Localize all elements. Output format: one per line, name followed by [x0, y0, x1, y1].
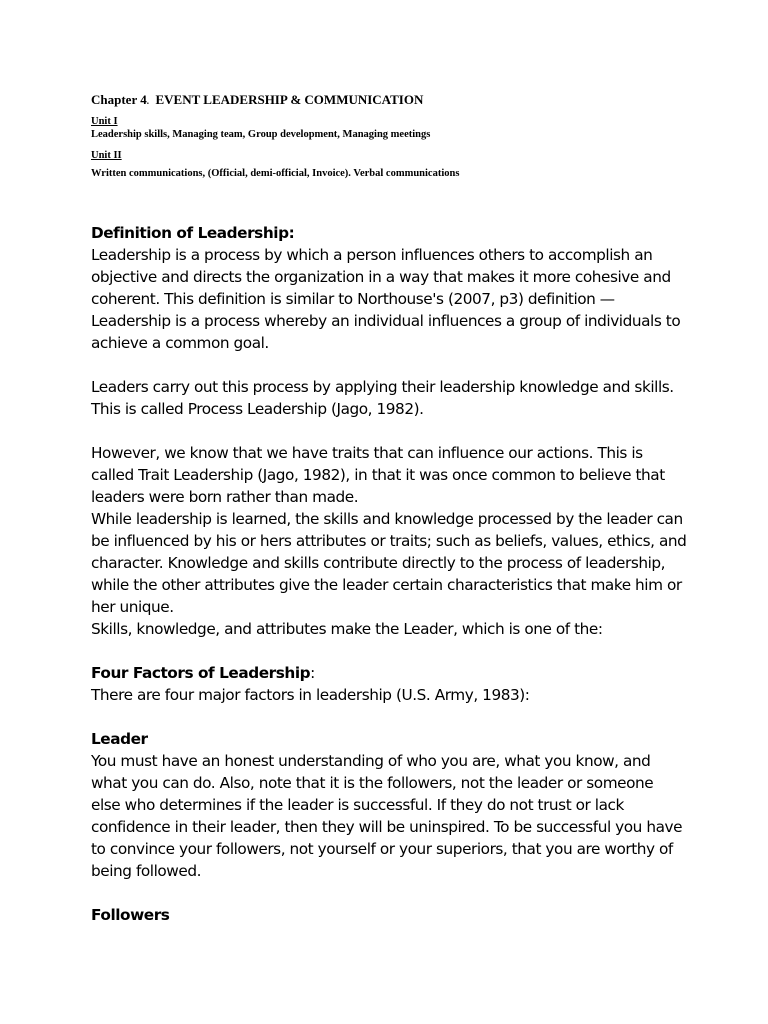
document-body [91, 222, 691, 926]
process-leadership-paragraph [91, 376, 691, 420]
unit-2-label: Unit II [91, 150, 122, 161]
paragraph-line: This is called Process Leadership (Jago, 1982). [91, 400, 424, 418]
definition-line: Leadership is a process by which a person influences others to accomplish an [91, 246, 653, 264]
leader-heading: Leader [91, 730, 148, 748]
chapter-separator: . [146, 96, 149, 106]
four-factors-heading-colon: : [310, 664, 315, 682]
unit-2-description: Written communications, (Official, demi-official, Invoice). Verbal communications [91, 168, 460, 179]
paragraph-line: else who determines if the leader is successful. If they do not trust or lack [91, 796, 624, 814]
paragraph-line: called Trait Leadership (Jago, 1982), in that it was once common to believe that [91, 466, 665, 484]
paragraph-gap [91, 354, 691, 376]
definition-line: Leadership is a process whereby an individual influences a group of individuals to [91, 312, 681, 330]
definition-heading: Definition of Leadership: [91, 224, 295, 242]
chapter-title: EVENT LEADERSHIP & COMMUNICATION [155, 92, 424, 107]
paragraph-gap [91, 882, 691, 904]
paragraph-line: what you can do. Also, note that it is the followers, not the leader or someone [91, 774, 654, 792]
document-page [91, 92, 691, 926]
paragraph-line: while the other attributes give the leader certain characteristics that make him or [91, 576, 682, 594]
paragraph-line: However, we know that we have traits that can influence our actions. This is [91, 444, 643, 462]
paragraph-line: confidence in their leader, then they will be uninspired. To be successful you have [91, 818, 683, 836]
definition-line: coherent. This definition is similar to Northouse's (2007, p3) definition — [91, 290, 615, 308]
unit-1-label: Unit I [91, 116, 118, 127]
paragraph-line: be influenced by his or hers attributes or traits; such as beliefs, values, ethics, and [91, 532, 687, 550]
paragraph-gap [91, 640, 691, 662]
paragraph-gap [91, 420, 691, 442]
four-factors-intro: There are four major factors in leadership (U.S. Army, 1983): [91, 686, 530, 704]
chapter-header [91, 92, 691, 180]
four-factors-section [91, 662, 691, 706]
chapter-label: Chapter 4 [91, 92, 147, 107]
four-factors-heading: Four Factors of Leadership [91, 664, 311, 682]
paragraph-line: While leadership is learned, the skills and knowledge processed by the leader can [91, 510, 683, 528]
paragraph-line: leaders were born rather than made. [91, 488, 359, 506]
paragraph-line: to convince your followers, not yourself or your superiors, that you are worthy of [91, 840, 673, 858]
paragraph-line: Leaders carry out this process by applying their leadership knowledge and skills. [91, 378, 674, 396]
paragraph-line: her unique. [91, 598, 174, 616]
paragraph-line: being followed. [91, 862, 201, 880]
chapter-line [91, 92, 691, 109]
leader-section [91, 728, 691, 882]
paragraph-gap [91, 706, 691, 728]
definition-line: achieve a common goal. [91, 334, 269, 352]
paragraph-line: character. Knowledge and skills contribute directly to the process of leadership, [91, 554, 666, 572]
followers-heading: Followers [91, 906, 170, 924]
paragraph-line: Skills, knowledge, and attributes make the Leader, which is one of the: [91, 620, 603, 638]
definition-section [91, 222, 691, 354]
four-factors-heading-line [91, 662, 691, 684]
followers-section [91, 904, 691, 926]
definition-line: objective and directs the organization in a way that makes it more cohesive and [91, 268, 671, 286]
trait-leadership-paragraph [91, 442, 691, 640]
paragraph-line: You must have an honest understanding of who you are, what you know, and [91, 752, 651, 770]
unit-1-description: Leadership skills, Managing team, Group development, Managing meetings [91, 129, 431, 140]
